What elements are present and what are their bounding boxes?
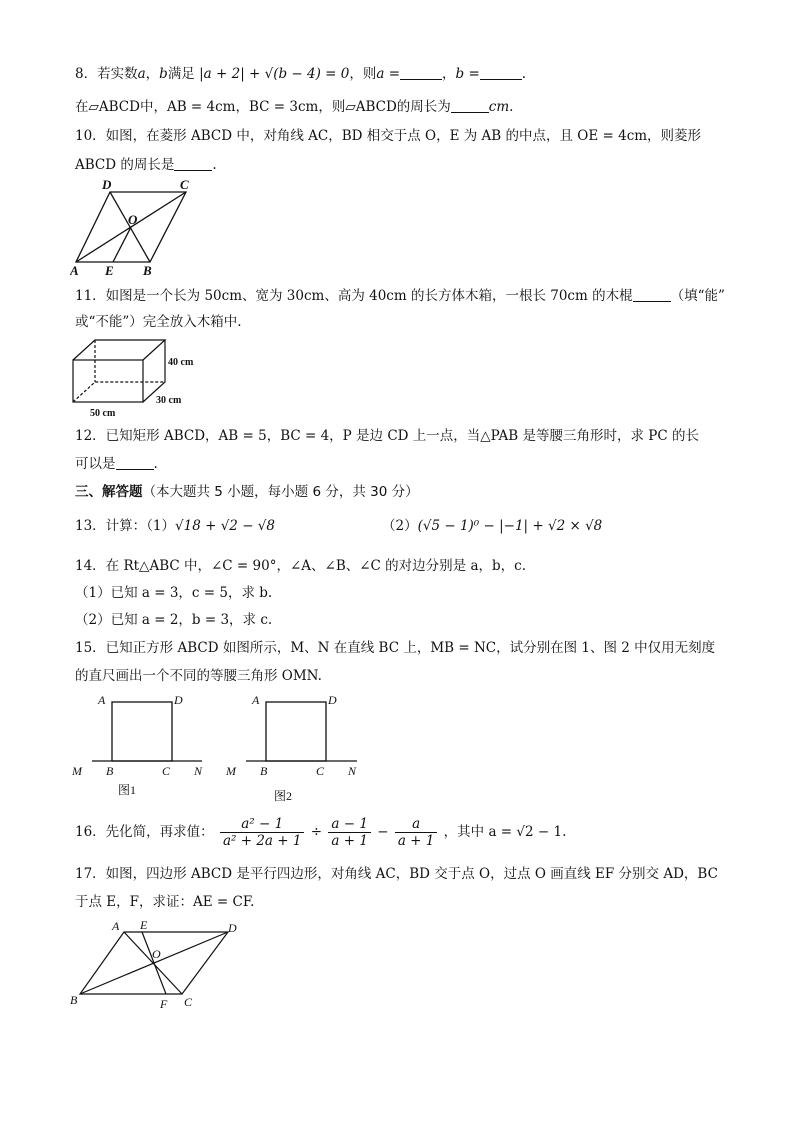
q8-var-b: b [159, 66, 168, 82]
q16-f1-numerator: a² − 1 [220, 816, 304, 833]
fig2-square [266, 702, 326, 761]
box-hidden-edges [73, 382, 165, 402]
square-figures [70, 690, 370, 805]
q8-text-c: ，则 [349, 66, 377, 82]
question-15-line1: 15．已知正方形 ABCD 如图所示，M、N 在直线 BC 上，MB = NC，试分别在图 1、图 2 中仅用无刻度 [75, 640, 716, 656]
fig2-label-m: M [226, 764, 236, 778]
q11-text-end: （填“能” [670, 288, 725, 304]
section-note: （本大题共 5 小题，每小题 6 分，共 30 分） [142, 484, 419, 500]
label-b: B [70, 993, 78, 1007]
q16-f2-denominator: a + 1 [331, 833, 368, 849]
question-12-line2 [75, 454, 158, 474]
question-13 [75, 516, 275, 536]
fig2-label-b: B [260, 764, 268, 778]
q8-sep: ， [145, 66, 160, 82]
q9-text: 在▱ABCD中，AB = 4cm，BC = 3cm，则▱ABCD的周长为 [75, 99, 451, 115]
question-14-line2: （1）已知 a = 3，c = 5，求 b. [75, 585, 273, 601]
question-17-line2: 于点 E，F，求证：AE = CF. [75, 894, 255, 910]
question-12-line1: 12．已知矩形 ABCD，AB = 5，BC = 4，P 是边 CD 上一点，当△PAB 是等腰三角形时，求 PC 的长 [75, 428, 699, 444]
fig2-label-a: A [252, 693, 260, 707]
question-9 [75, 97, 513, 117]
q16-f1-denominator: a² + 2a + 1 [222, 833, 302, 849]
q9-end: . [509, 99, 514, 115]
q8-blank-a [400, 65, 442, 80]
label-d: D [228, 921, 237, 935]
fig1-label-d: D [174, 693, 183, 707]
q12-text: 可以是 [75, 456, 116, 472]
q16-divide: ÷ [310, 824, 323, 840]
fig2-label-c: C [316, 764, 325, 778]
q8-sep2: ， [442, 66, 456, 82]
fig1-label-n: N [194, 764, 203, 778]
q8-var-a: a [137, 66, 146, 82]
fig1-label-a: A [98, 693, 106, 707]
q16-fraction-3 [395, 816, 438, 849]
q12-end: . [153, 456, 158, 472]
label-length: 50 cm [90, 408, 116, 419]
question-10-line2 [75, 155, 217, 175]
q8-text: 若实数 [97, 66, 138, 82]
label-f: F [160, 997, 168, 1010]
q9-blank [451, 98, 489, 113]
label-c: C [184, 995, 193, 1009]
label-e: E [105, 263, 114, 278]
q16-f2-numerator: a − 1 [328, 816, 371, 833]
line-ef [142, 932, 166, 994]
label-b: B [143, 263, 152, 278]
q8-answer-b-label: b = [455, 66, 480, 82]
q13-part2-label: （2） [382, 518, 418, 534]
q16-condition: ，其中 a = √2 − 1. [443, 824, 567, 840]
question-15-line2: 的直尺画出一个不同的等腰三角形 OMN. [75, 668, 322, 684]
section-title: 三、解答题 [75, 484, 143, 500]
q16-f3-denominator: a + 1 [397, 833, 435, 849]
q8-number: 8． [75, 66, 98, 82]
question-11-line2: 或“不能”）完全放入木箱中. [75, 314, 242, 330]
question-10-line1: 10．如图，在菱形 ABCD 中，对角线 AC，BD 相交于点 O，E 为 AB 的中点，且 OE = 4cm，则菱形 [75, 128, 702, 144]
fig1-caption: 图1 [118, 783, 137, 797]
q13-number: 13．计算： [75, 518, 147, 534]
q16-fraction-1 [220, 816, 304, 849]
label-o: O [128, 212, 138, 227]
q8-answer-a-label: a = [376, 66, 401, 82]
label-a: A [112, 919, 120, 933]
q10-end: . [212, 157, 217, 173]
label-e: E [140, 918, 148, 932]
q16-text: 16．先化简，再求值： [75, 824, 214, 840]
q8-end: . [521, 66, 527, 82]
fig1-label-m: M [72, 764, 82, 778]
question-16 [75, 812, 566, 852]
parallelogram-figure [66, 914, 246, 1010]
fig2-label-d: D [328, 693, 337, 707]
box-front [73, 360, 143, 402]
q16-f3-numerator: a [395, 816, 438, 833]
label-c: C [180, 177, 189, 192]
question-17-line1: 17．如图，四边形 ABCD 是平行四边形，对角线 AC，BD 交于点 O，过点 O 画直线 EF 分别交 AD，BC [75, 866, 718, 882]
fig2-caption: 图2 [274, 789, 293, 803]
label-o: O [152, 947, 161, 961]
q12-blank [116, 455, 154, 470]
rhombus-figure [70, 176, 220, 278]
q13-part1-expression: √18 + √2 − √8 [175, 518, 275, 534]
box-top [73, 340, 165, 360]
diagonal-bd [110, 192, 150, 262]
q8-expression: |a + 2| + √(b − 4) = 0 [199, 66, 350, 82]
label-width: 30 cm [156, 395, 182, 406]
question-14-line3: （2）已知 a = 2，b = 3，求 c. [75, 612, 273, 628]
q8-text-b: 满足 [167, 66, 195, 82]
q16-fraction-2 [328, 816, 371, 849]
q13-part1-label: （1） [146, 518, 176, 534]
q11-text: 11．如图是一个长为 50cm、宽为 30cm、高为 40cm 的长方体木箱，一根长 70cm 的木棍 [75, 288, 633, 304]
fig1-label-c: C [162, 764, 171, 778]
q13-part2-expression: (√5 − 1)⁰ − |−1| + √2 × √8 [417, 518, 603, 534]
label-d: D [102, 177, 112, 192]
question-11-line1 [75, 286, 725, 306]
question-14-line1: 14．在 Rt△ABC 中，∠C = 90°，∠A、∠B、∠C 的对边分别是 a，b，c. [75, 558, 527, 574]
question-8 [75, 64, 526, 84]
section-3-heading [75, 482, 419, 502]
fig2-label-n: N [348, 764, 357, 778]
q10-text: ABCD 的周长是 [75, 157, 175, 173]
box-figure [70, 336, 200, 420]
q16-minus: − [377, 824, 389, 840]
label-height: 40 cm [168, 357, 194, 368]
q10-blank [174, 156, 212, 171]
question-13-part2 [382, 516, 602, 536]
q8-blank-b [480, 65, 522, 80]
fig1-label-b: B [106, 764, 114, 778]
label-a: A [70, 263, 79, 278]
q9-unit: cm [488, 99, 510, 115]
fig1-square [112, 702, 172, 761]
q11-blank [633, 287, 671, 302]
